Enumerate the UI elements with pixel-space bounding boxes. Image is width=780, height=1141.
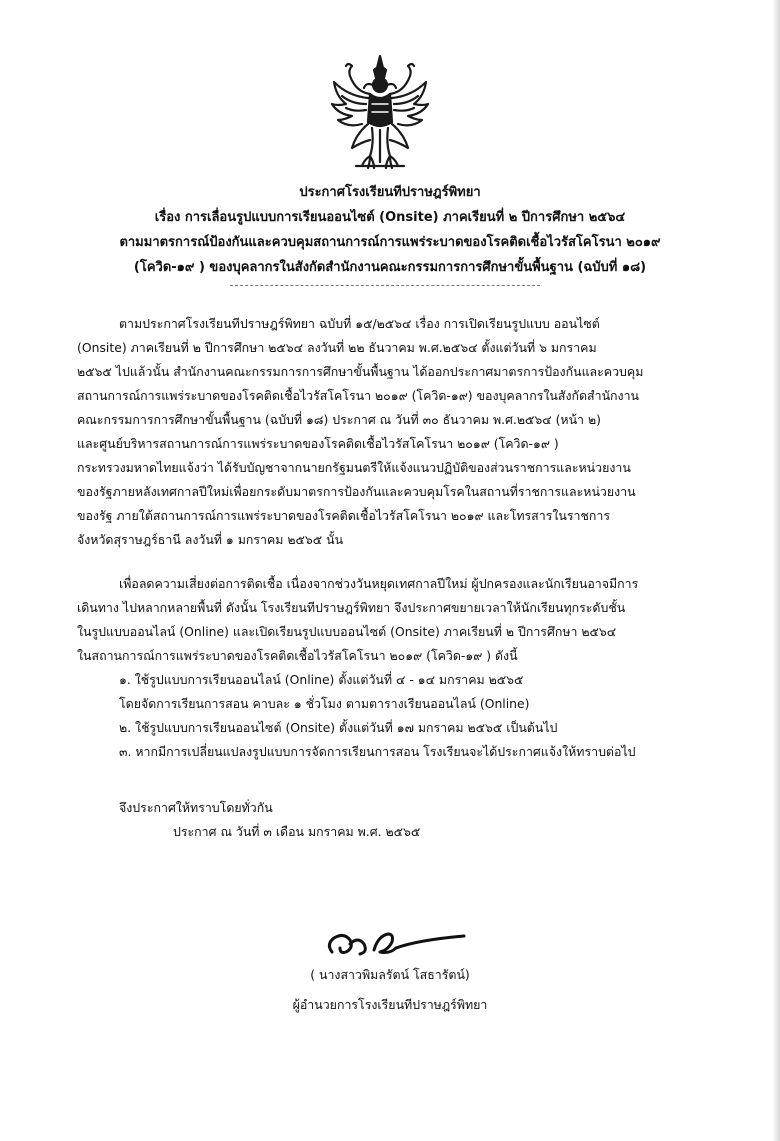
- list-item-1: ๑. ใช้รูปแบบการเรียนออนไลน์ (Online) ตั้งแต่วันที่ ๔ - ๑๔ มกราคม ๒๕๖๕: [119, 672, 524, 687]
- list-item-3: ๓. หากมีการเปลี่ยนแปลงรูปแบบการจัดการเรียนการสอน โรงเรียนจะได้ประกาศแจ้งให้ทราบต่อไป: [119, 744, 636, 759]
- paragraph-1-line: และศูนย์บริหารสถานการณ์การแพร่ระบาดของโรคติดเชื้อไวรัสโคโรนา ๒๐๑๙ (โควิด-๑๙ ): [77, 436, 559, 451]
- paragraph-2-line: ในรูปแบบออนไลน์ (Online) และเปิดเรียนรูปแบบออนไซต์ (Onsite) ภาคเรียนที่ ๒ ปีการศึกษา ๒๕๖๔: [77, 624, 617, 639]
- paragraph-1-line: สถานการณ์การแพร่ระบาดของโรคติดเชื้อไวรัสโคโรนา ๒๐๑๙ (โควิด-๑๙) ของบุคลากรในสังกัดสำนักงาน: [77, 388, 640, 403]
- garuda-emblem-icon: [326, 52, 434, 170]
- announcement-header: [70, 180, 710, 280]
- closing: [77, 796, 727, 844]
- paragraph-1-line: ๒๕๖๕ ไปแล้วนั้น สำนักงานคณะกรรมการการศึกษาขั้นพื้นฐาน ได้ออกประกาศมาตรการป้องกันและควบคุม: [77, 364, 644, 379]
- header-line-1: ประกาศโรงเรียนทีปราษฎร์พิทยา: [299, 185, 481, 200]
- signature-icon: [318, 922, 468, 968]
- paragraph-2-line: เดินทาง ไปหลากหลายพื้นที่ ดังนั้น โรงเรียนทีปราษฎร์พิทยา จึงประกาศขยายเวลาให้นักเรียนทุกระดับชั้น: [77, 600, 626, 615]
- header-divider: [230, 285, 540, 286]
- page-edge-shadow: [772, 0, 780, 1141]
- paragraph-1-line: ของรัฐ ภายใต้สถานการณ์การแพร่ระบาดของโรคติดเชื้อไวรัสโคโรนา ๒๐๑๙ และโทรสารในราชการ: [77, 508, 611, 523]
- closing-date: ประกาศ ณ วันที่ ๓ เดือน มกราคม พ.ศ. ๒๕๖๕: [173, 824, 421, 839]
- paragraph-1-line: ตามประกาศโรงเรียนทีปราษฎร์พิทยา ฉบับที่ ๑๕/๒๕๖๔ เรื่อง การเปิดเรียนรูปแบบ ออนไซต์: [119, 316, 600, 331]
- paragraph-1-line: ของรัฐภายหลังเทศกาลปีใหม่เพื่อยกระดับมาตรการป้องกันและควบคุมโรคในสถานที่ราชการและหน่วยงาน: [77, 484, 636, 499]
- signer-name: ( นางสาวพิมลรัตน์ โสธารัตน์): [310, 967, 470, 982]
- paragraph-2-line: ในสถานการณ์การแพร่ระบาดของโรคติดเชื้อไวรัสโคโรนา ๒๐๑๙ (โควิด-๑๙ ) ดังนี้: [77, 648, 518, 663]
- paragraph-1-line: จังหวัดสุราษฎร์ธานี ลงวันที่ ๑ มกราคม ๒๕๖๕ นั้น: [77, 532, 344, 547]
- paragraph-1-line: (Onsite) ภาคเรียนที่ ๒ ปีการศึกษา ๒๕๖๔ ลงวันที่ ๒๒ ธันวาคม พ.ศ.๒๕๖๔ ตั้งแต่วันที่ ๖ มกราคม: [77, 340, 597, 355]
- signer-title: ผู้อำนวยการโรงเรียนทีปราษฎร์พิทยา: [292, 997, 488, 1012]
- paragraph-1-line: คณะกรรมการการศึกษาขั้นพื้นฐาน (ฉบับที่ ๑๘) ประกาศ ณ วันที่ ๓๐ ธันวาคม พ.ศ.๒๕๖๔ (หน้า ๒): [77, 412, 601, 427]
- header-line-2: เรื่อง การเลื่อนรูปแบบการเรียนออนไซต์ (Onsite) ภาคเรียนที่ ๒ ปีการศึกษา ๒๕๖๔: [154, 210, 626, 225]
- list-item-1-detail: โดยจัดการเรียนการสอน คาบละ ๑ ชั่วโมง ตามตารางเรียนออนไลน์ (Online): [119, 696, 530, 711]
- list-item-2: ๒. ใช้รูปแบบการเรียนออนไซต์ (Onsite) ตั้งแต่วันที่ ๑๗ มกราคม ๒๕๖๕ เป็นต้นไป: [119, 720, 558, 735]
- paragraph-1-line: กระทรวงมหาดไทยแจ้งว่า ได้รับบัญชาจากนายกรัฐมนตรีให้แจ้งแนวปฏิบัติของส่วนราชการและหน่วยงาน: [77, 460, 631, 475]
- header-line-4: (โควิด-๑๙ ) ของบุคลากรในสังกัดสำนักงานคณะกรรมการการศึกษาขั้นพื้นฐาน (ฉบับที่ ๑๘): [133, 260, 647, 275]
- header-line-3: ตามมาตรการณ์ป้องกันและควบคุมสถานการณ์การแพร่ระบาดของโรคติดเชื้อไวรัสโคโรนา ๒๐๑๙: [119, 235, 661, 250]
- closing-announce: จึงประกาศให้ทราบโดยทั่วกัน: [119, 800, 273, 815]
- paragraph-1: [77, 312, 727, 552]
- paragraph-2-line: เพื่อลดความเสี่ยงต่อการติดเชื้อ เนื่องจากช่วงวันหยุดเทศกาลปีใหม่ ผู้ปกครองและนักเรียนอาจมีการ: [119, 576, 639, 591]
- paragraph-2: [77, 572, 727, 764]
